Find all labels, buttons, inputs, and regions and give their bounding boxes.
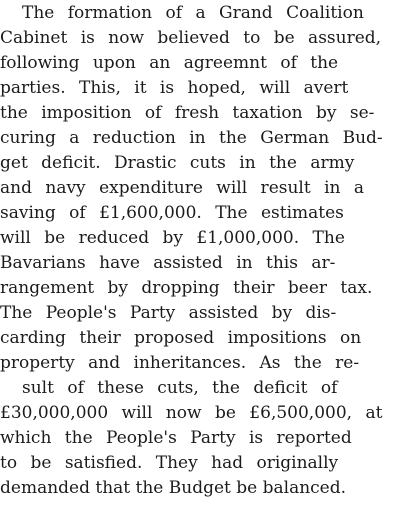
text-line: Bavarians have assisted in this ar- bbox=[0, 253, 336, 273]
text-line: rangement by dropping their beer tax. bbox=[0, 278, 373, 298]
text-line: the imposition of fresh taxation by se- bbox=[0, 103, 375, 123]
text-line: curing a reduction in the German Bud- bbox=[0, 128, 383, 148]
text-line: which the People's Party is reported bbox=[0, 428, 352, 448]
text-line: carding their proposed impositions on bbox=[0, 328, 362, 348]
text-line: will be reduced by £1,000,000. The bbox=[0, 228, 345, 248]
text-line: Cabinet is now believed to be assured, bbox=[0, 28, 382, 48]
text-line: The People's Party assisted by dis- bbox=[0, 303, 337, 323]
text-line: parties. This, it is hoped, will avert bbox=[0, 78, 349, 98]
text-line: sult of these cuts, the deficit of bbox=[22, 378, 338, 398]
text-line: £30,000,000 will now be £6,500,000, at bbox=[0, 403, 383, 423]
text-line: get deficit. Drastic cuts in the army bbox=[0, 153, 355, 173]
text-line: and navy expenditure will result in a bbox=[0, 178, 365, 198]
text-line: property and inheritances. As the re- bbox=[0, 353, 360, 373]
text-line: The formation of a Grand Coalition bbox=[22, 3, 364, 23]
text-line: following upon an agreemnt of the bbox=[0, 53, 339, 73]
text-line: demanded that the Budget be balanced. bbox=[0, 478, 347, 498]
text-line: to be satisfied. They had originally bbox=[0, 453, 339, 473]
text-line: saving of £1,600,000. The estimates bbox=[0, 203, 344, 223]
